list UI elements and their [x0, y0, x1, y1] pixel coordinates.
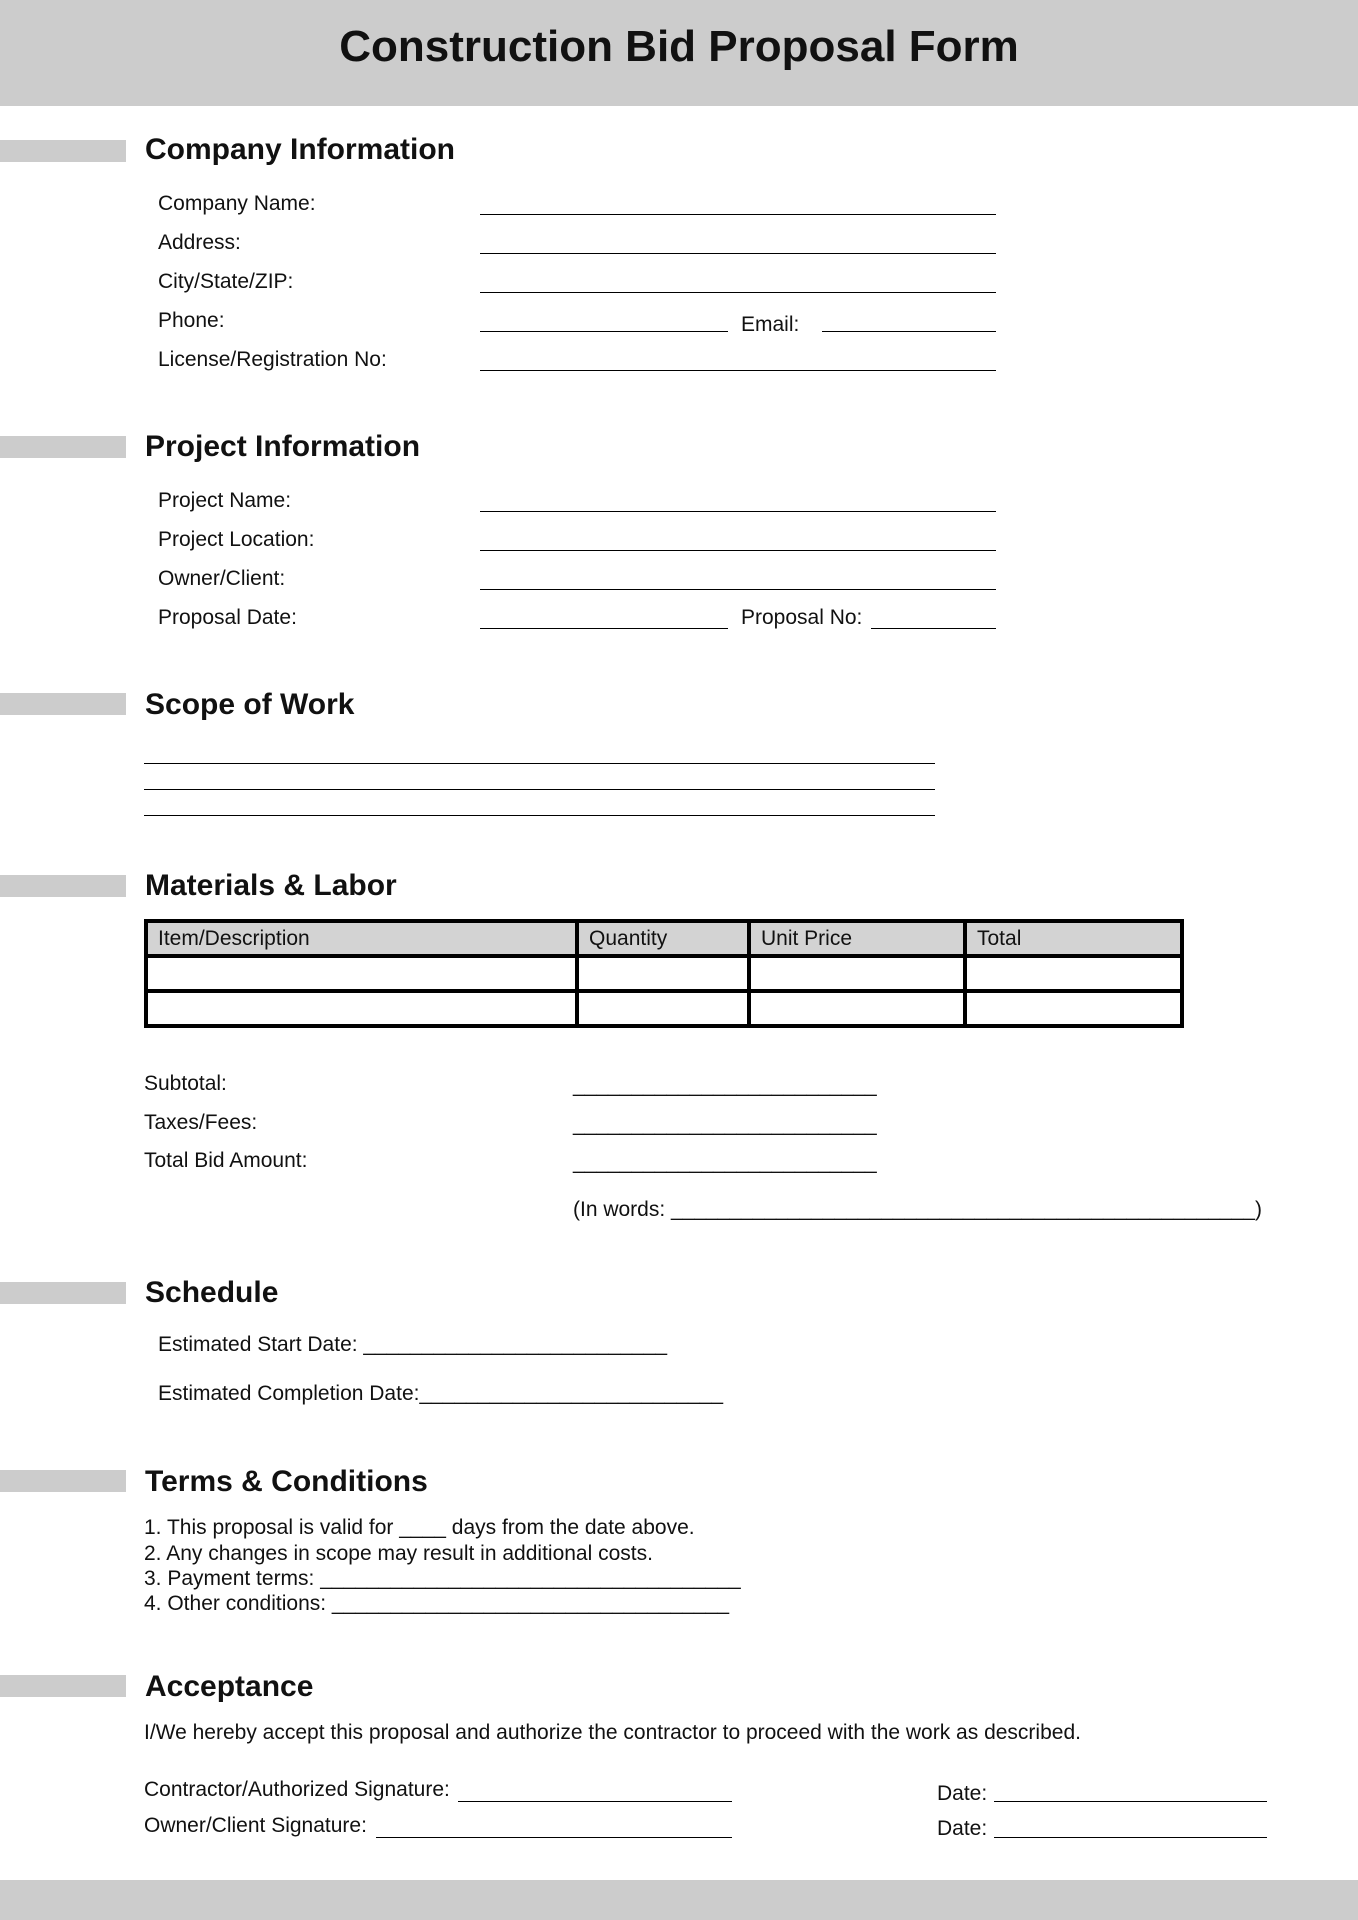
- section-title-company: Company Information: [145, 133, 456, 166]
- owner-signature-field[interactable]: [376, 1837, 732, 1838]
- table-cell[interactable]: [965, 991, 1182, 1026]
- table-row: [146, 956, 1182, 991]
- table-header-row: [146, 921, 1182, 956]
- owner-client-label: Owner/Client:: [158, 567, 286, 590]
- owner-client-field[interactable]: [480, 589, 996, 590]
- email-label: Email:: [741, 313, 800, 336]
- table-cell[interactable]: [146, 956, 577, 991]
- section-title-terms: Terms & Conditions: [145, 1465, 428, 1498]
- section-title-schedule: Schedule: [145, 1276, 279, 1309]
- project-location-label: Project Location:: [158, 528, 315, 551]
- license-label: License/Registration No:: [158, 348, 387, 371]
- city-state-zip-label: City/State/ZIP:: [158, 270, 294, 293]
- email-field[interactable]: [822, 331, 996, 332]
- page-title: Construction Bid Proposal Form: [339, 22, 1019, 71]
- column-header: Item/Description: [146, 921, 577, 956]
- table-cell[interactable]: [146, 991, 577, 1026]
- in-words-field[interactable]: (In words: __________________________________________________): [573, 1198, 1262, 1221]
- address-label: Address:: [158, 231, 241, 254]
- section-title-materials: Materials & Labor: [145, 869, 397, 902]
- completion-date-field[interactable]: Estimated Completion Date:__________________________: [158, 1382, 724, 1405]
- proposal-date-label: Proposal Date:: [158, 606, 297, 629]
- table-cell[interactable]: [577, 991, 749, 1026]
- license-field[interactable]: [480, 370, 996, 371]
- project-name-label: Project Name:: [158, 489, 292, 512]
- owner-date-field[interactable]: [994, 1837, 1267, 1838]
- section-marker: [0, 436, 126, 458]
- acceptance-statement: I/We hereby accept this proposal and authorize the contractor to proceed with the work as described.: [144, 1721, 1081, 1744]
- contractor-date-label: Date:: [937, 1782, 988, 1805]
- term-item: 4. Other conditions: __________________________________: [144, 1592, 730, 1615]
- contractor-date-field[interactable]: [994, 1801, 1267, 1802]
- address-field[interactable]: [480, 253, 996, 254]
- proposal-date-field[interactable]: [480, 628, 728, 629]
- table-cell[interactable]: [965, 956, 1182, 991]
- table-row: [146, 991, 1182, 1026]
- column-header: Unit Price: [749, 921, 965, 956]
- section-marker: [0, 1282, 126, 1304]
- section-marker: [0, 875, 126, 897]
- total-bid-label: Total Bid Amount:: [144, 1149, 308, 1172]
- start-date-field[interactable]: Estimated Start Date: __________________________: [158, 1333, 668, 1356]
- section-marker: [0, 140, 126, 162]
- scope-line[interactable]: [144, 789, 935, 790]
- contractor-signature-field[interactable]: [458, 1801, 732, 1802]
- total-bid-field[interactable]: __________________________: [573, 1151, 877, 1174]
- table-cell[interactable]: [749, 991, 965, 1026]
- phone-field[interactable]: [480, 331, 728, 332]
- taxes-fees-label: Taxes/Fees:: [144, 1111, 258, 1134]
- table-cell[interactable]: [577, 956, 749, 991]
- proposal-no-label: Proposal No:: [741, 606, 863, 629]
- section-marker: [0, 693, 126, 715]
- table-cell[interactable]: [749, 956, 965, 991]
- scope-line[interactable]: [144, 763, 935, 764]
- owner-date-label: Date:: [937, 1817, 988, 1840]
- section-marker: [0, 1470, 126, 1492]
- materials-table: [144, 919, 1184, 1028]
- term-item: 1. This proposal is valid for ____ days from the date above.: [144, 1516, 695, 1539]
- footer-bar: [0, 1880, 1358, 1920]
- city-state-zip-field[interactable]: [480, 292, 996, 293]
- column-header: Quantity: [577, 921, 749, 956]
- company-name-label: Company Name:: [158, 192, 316, 215]
- phone-label: Phone:: [158, 309, 225, 332]
- section-title-scope: Scope of Work: [145, 688, 355, 721]
- term-item: 2. Any changes in scope may result in additional costs.: [144, 1542, 653, 1565]
- project-location-field[interactable]: [480, 550, 996, 551]
- project-name-field[interactable]: [480, 511, 996, 512]
- column-header: Total: [965, 921, 1182, 956]
- subtotal-label: Subtotal:: [144, 1072, 227, 1095]
- owner-signature-label: Owner/Client Signature:: [144, 1814, 367, 1837]
- company-name-field[interactable]: [480, 214, 996, 215]
- term-item: 3. Payment terms: ____________________________________: [144, 1567, 741, 1590]
- section-title-acceptance: Acceptance: [145, 1670, 314, 1703]
- proposal-no-field[interactable]: [871, 628, 996, 629]
- scope-line[interactable]: [144, 815, 935, 816]
- subtotal-field[interactable]: __________________________: [573, 1074, 877, 1097]
- contractor-signature-label: Contractor/Authorized Signature:: [144, 1778, 450, 1801]
- taxes-fees-field[interactable]: __________________________: [573, 1113, 877, 1136]
- section-marker: [0, 1675, 126, 1697]
- section-title-project: Project Information: [145, 430, 421, 463]
